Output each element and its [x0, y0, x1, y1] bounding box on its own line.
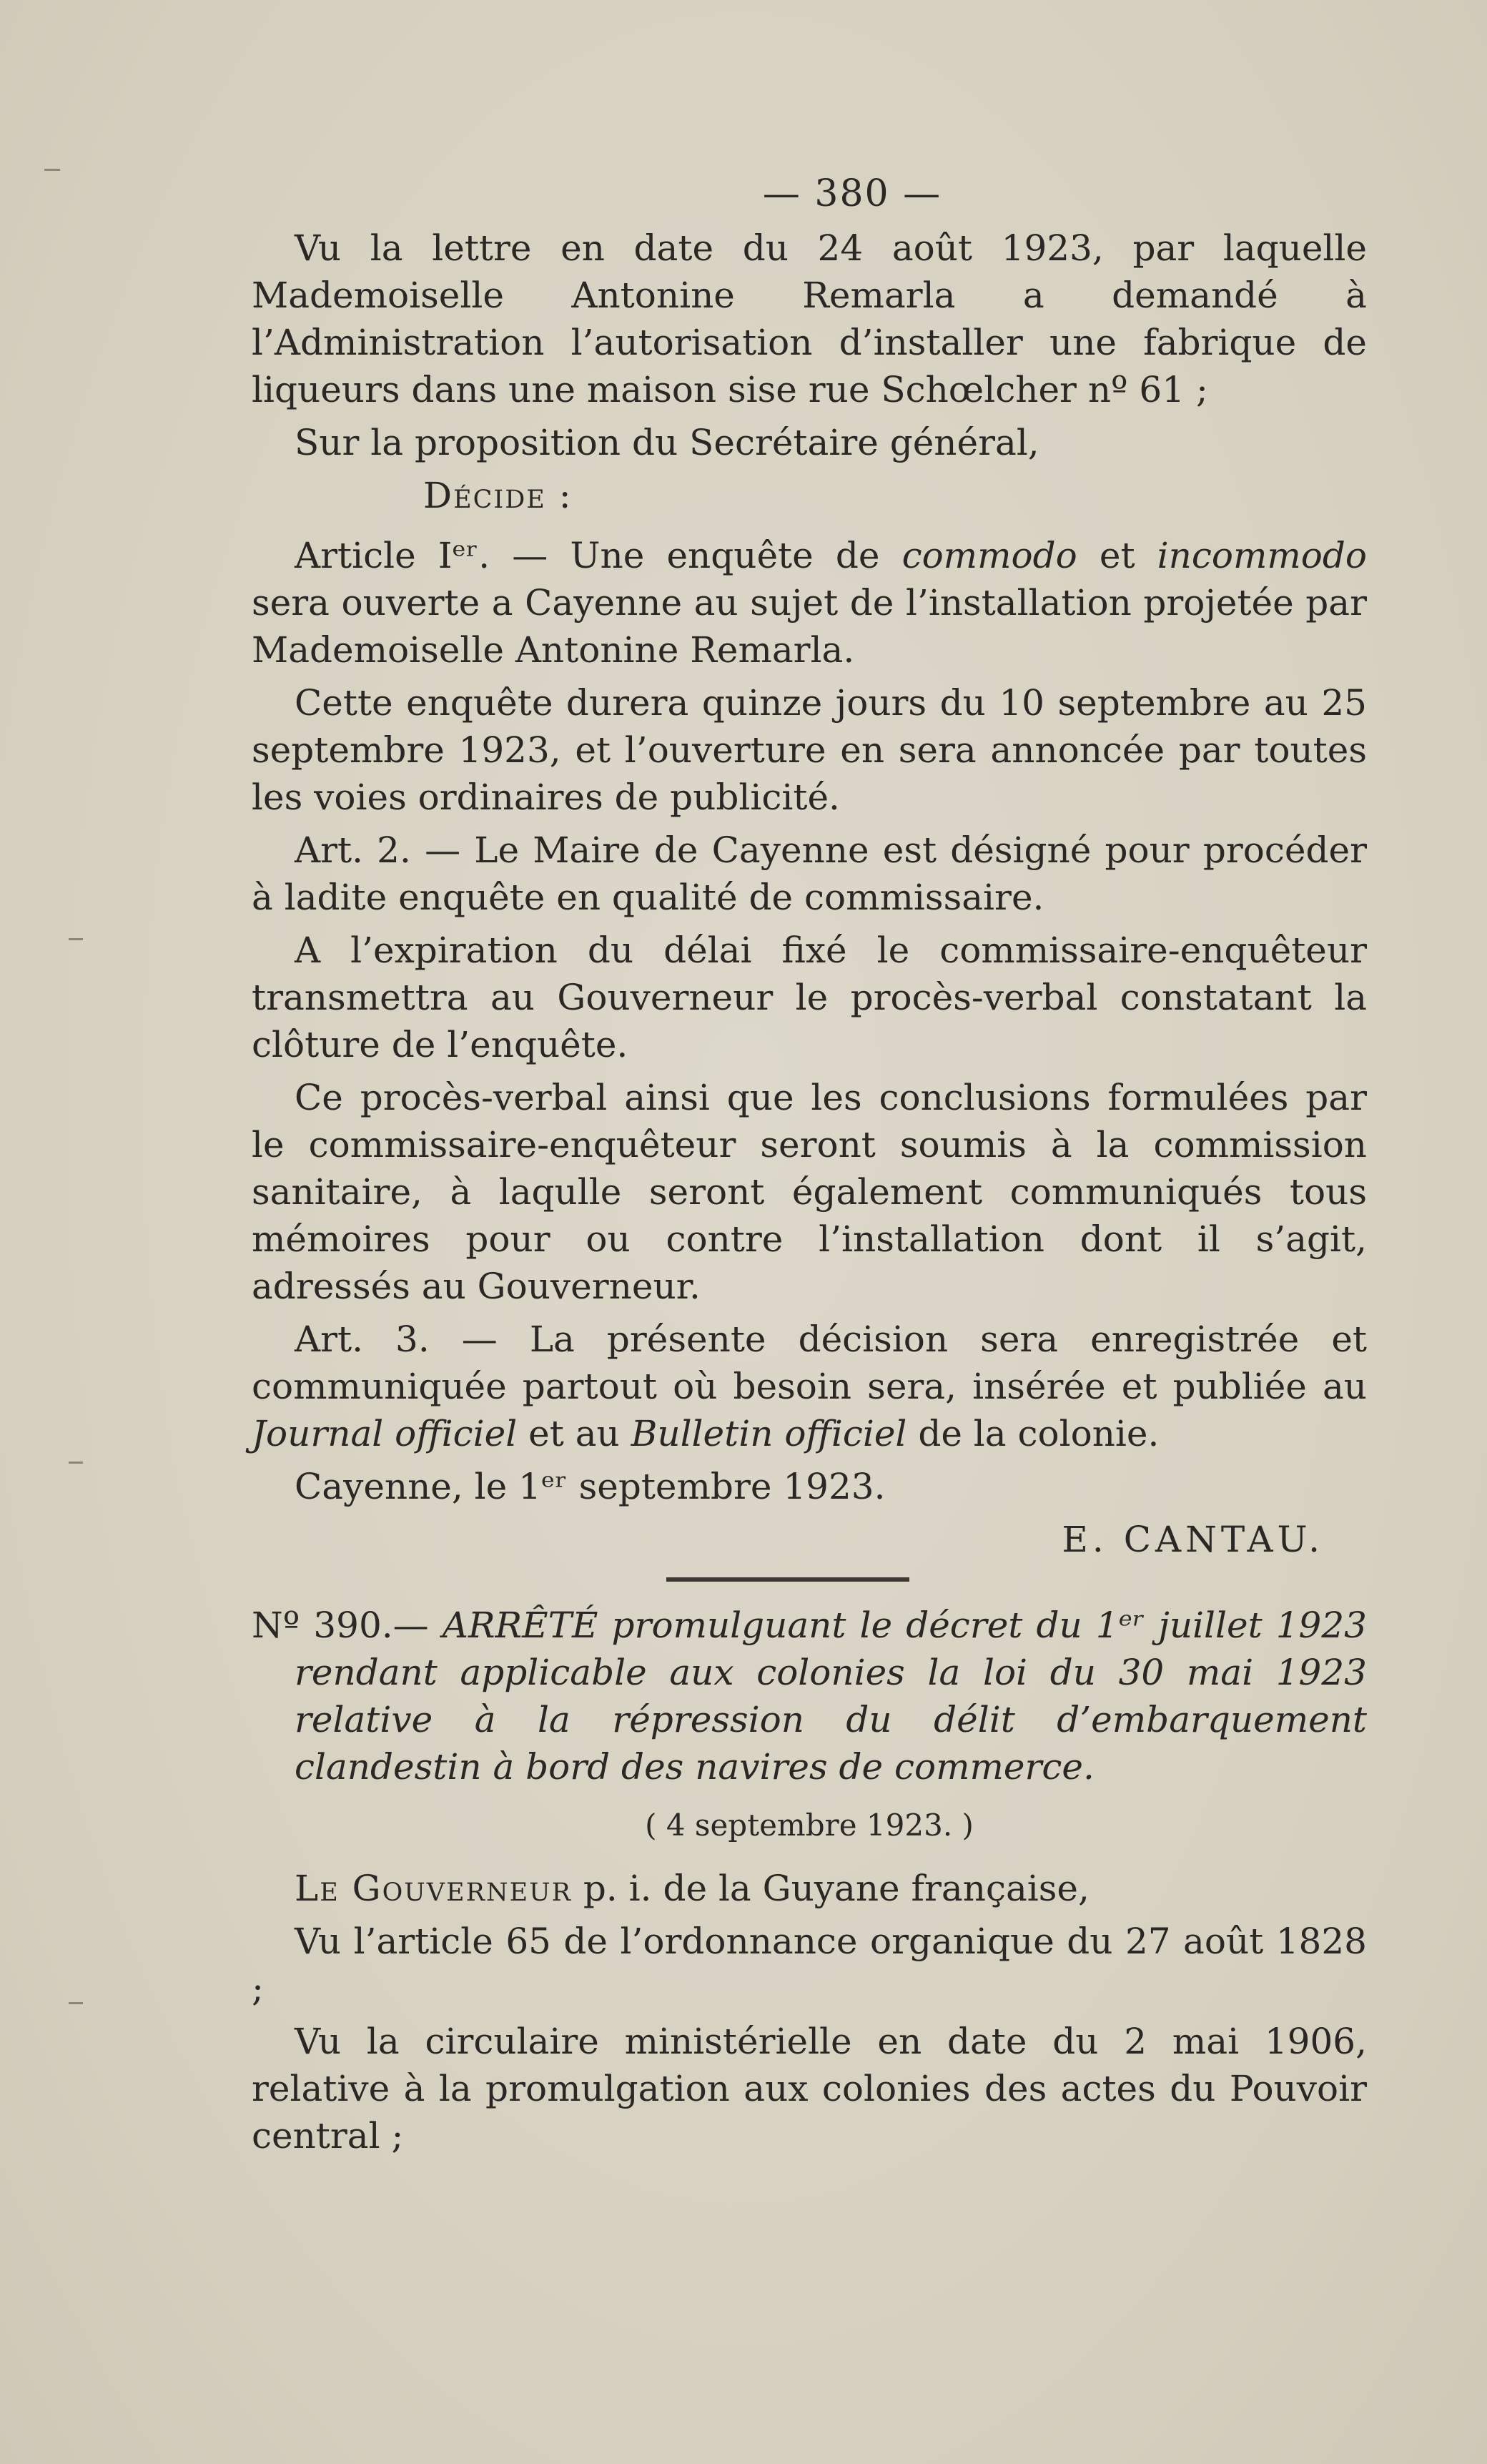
margin-mark: [69, 1462, 83, 1464]
decide-heading: Décide :: [423, 475, 573, 516]
margin-mark: [44, 169, 60, 171]
article-1-incommodo: incommodo: [1157, 535, 1367, 576]
journal-officiel: Journal officiel: [252, 1413, 518, 1454]
place-date: Cayenne, le 1ᵉʳ septembre 1923.: [295, 1466, 886, 1507]
arrete-title: ARRÊTÉ promulguant le décret du 1ᵉʳ juillet 1923 rendant applicable aux colonies la loi du 30 mai 1923 relative à la répression du délit d’embarquement clandestin à bord des navires de commerce.: [295, 1605, 1367, 1788]
gouverneur-line: [252, 1865, 1367, 1912]
paragraph-vu-article: Vu l’article 65 de l’ordonnance organique du 27 août 1828 ;: [252, 1921, 1367, 2009]
separator-rule: [666, 1577, 909, 1582]
article-1-text-c: sera ouverte a Cayenne au sujet de l’installation projetée par Mademoiselle Antonine Remarla.: [252, 582, 1367, 671]
article-1-label: Article Iᵉʳ.: [295, 535, 490, 576]
page-number: — 380 —: [762, 172, 942, 215]
gouverneur-label: Le Gouverneur: [295, 1868, 572, 1909]
signature: E. CANTAU.: [1062, 1519, 1324, 1560]
paragraph-expiration: A l’expiration du délai fixé le commissaire-enquêteur transmettra au Gouverneur le procès-verbal constatant la clôture de l’enquête.: [252, 930, 1367, 1065]
article-1: [252, 532, 1367, 674]
article-3-text-c: de la colonie.: [906, 1413, 1160, 1454]
article-3-text-a: Art. 3. — La présente décision sera enregistrée et communiquée partout où besoin sera, insérée et publiée au: [252, 1319, 1367, 1407]
paragraph-proposition: Sur la proposition du Secrétaire général,: [295, 422, 1039, 463]
margin-mark: [69, 938, 83, 940]
article-3-text-b: et au: [517, 1413, 631, 1454]
article-1-text-a: — Une enquête de: [490, 535, 902, 576]
arrete-heading: [252, 1602, 1367, 1790]
paragraph-proces-verbal: Ce procès-verbal ainsi que les conclusions formulées par le commissaire-enquêteur seront soumis à la commission sanitaire, à laqulle seront également communiqués tous mémoires pour ou contre l’installation dont il s’agit, adressés au Gouverneur.: [252, 1077, 1367, 1307]
gouverneur-rest: p. i. de la Guyane française,: [571, 1868, 1090, 1909]
article-3: [252, 1316, 1367, 1457]
arrete-date: ( 4 septembre 1923. ): [645, 1808, 974, 1843]
margin-mark: [69, 2002, 83, 2004]
document-body: [252, 170, 1367, 2165]
article-1-text-b: et: [1077, 535, 1157, 576]
article-2: Art. 2. — Le Maire de Cayenne est désigné pour procéder à ladite enquête en qualité de commissaire.: [252, 829, 1367, 918]
paragraph-vu-lettre: Vu la lettre en date du 24 août 1923, par laquelle Mademoiselle Antonine Remarla a demandé à l’Administration l’autorisation d’installer une fabrique de liqueurs dans une maison sise rue Schœlcher nº 61 ;: [252, 227, 1367, 410]
paragraph-duree-enquete: Cette enquête durera quinze jours du 10 septembre au 25 septembre 1923, et l’ouverture en sera annoncée par toutes les voies ordinaires de publicité.: [252, 682, 1367, 818]
paragraph-vu-circulaire: Vu la circulaire ministérielle en date du 2 mai 1906, relative à la promulgation aux colonies des actes du Pouvoir central ;: [252, 2021, 1367, 2157]
article-1-commodo: commodo: [901, 535, 1077, 576]
arrete-number: Nº 390.—: [252, 1605, 443, 1646]
bulletin-officiel: Bulletin officiel: [631, 1413, 907, 1454]
